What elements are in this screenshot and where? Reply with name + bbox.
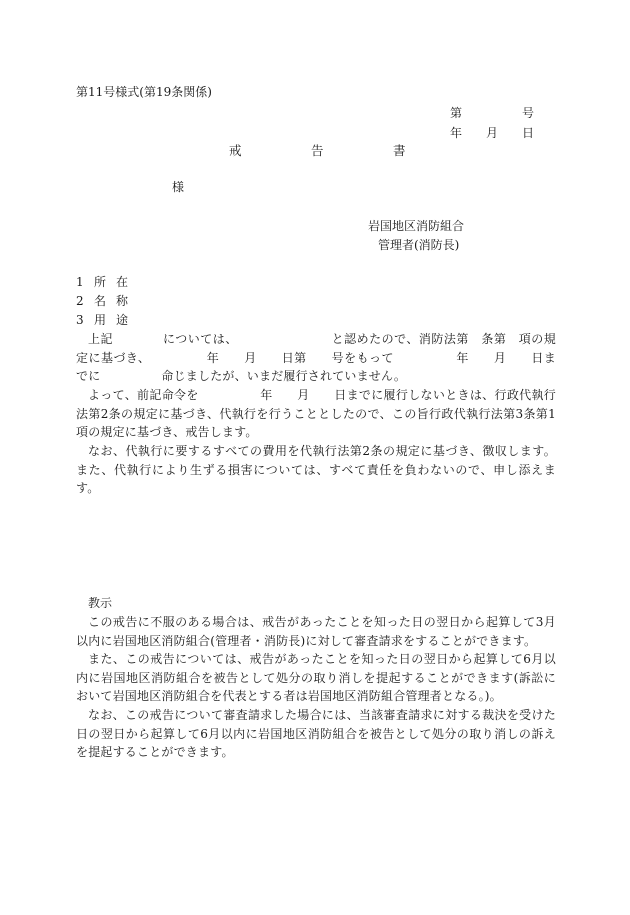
instruction-paragraph-3: なお、この戒告について審査請求した場合には、当該審査請求に対する裁決を受けた日の翌日から起算して6月以内に岩国地区消防組合を被告として処分の取り消しの訴えを提起することができます。 (76, 708, 556, 759)
item-label: 所在 (94, 275, 139, 289)
item-label: 用途 (94, 313, 139, 327)
date-day: 日 (522, 126, 535, 140)
item-name (76, 292, 138, 310)
body-paragraph-1: 上記 については、 と認めたので、消防法第 条第 項の規定に基づき、 年 月 日第 号をもって 年 月 日までに 命じましたが、いまだ履行されていません。 (76, 332, 556, 383)
form-label: 第11号様式(第19条関係) (76, 85, 212, 99)
issuer-organization: 岩国地区消防組合 (368, 219, 465, 233)
item-number: 2 (76, 294, 84, 308)
title-char-2: 告 (311, 143, 324, 158)
addressee-honorific: 様 (172, 180, 185, 194)
document-number-prefix: 第 (450, 106, 463, 120)
instruction-heading: 教示 (88, 596, 113, 610)
title-char-1: 戒 (229, 143, 242, 158)
date-month: 月 (486, 126, 499, 140)
body-paragraph-3: なお、代執行に要するすべての費用を代執行法第2条の規定に基づき、徴収します。また、代執行により生ずる損害については、すべて責任を負わないので、申し添えます。 (76, 444, 556, 495)
item-number: 1 (76, 275, 84, 289)
instruction-paragraph-1: この戒告に不服のある場合は、戒告があったことを知った日の翌日から起算して3月以内に岩国地区消防組合(管理者・消防長)に対して審査請求をすることができます。 (76, 615, 556, 648)
issuer-role: 管理者(消防長) (378, 238, 460, 252)
item-label: 名称 (94, 294, 139, 308)
date-year: 年 (450, 126, 463, 140)
title-char-3: 書 (393, 143, 406, 158)
document-number-suffix: 号 (522, 106, 535, 120)
item-location (76, 273, 138, 291)
item-usage (76, 311, 138, 329)
instruction-paragraph-2: また、この戒告については、戒告があったことを知った日の翌日から起算して6月以内に岩国地区消防組合を被告として処分の取り消しを提起することができます(訴訟において岩国地区消防組合を代表とする者は岩国地区消防組合管理者となる。)。 (76, 652, 556, 703)
item-number: 3 (76, 313, 84, 327)
body-paragraph-2: よって、前記命令を 年 月 日までに履行しないときは、行政代執行法第2条の規定に基づき、代執行を行うこととしたので、この旨行政代執行法第3条第1項の規定に基づき、戒告します。 (76, 388, 556, 439)
